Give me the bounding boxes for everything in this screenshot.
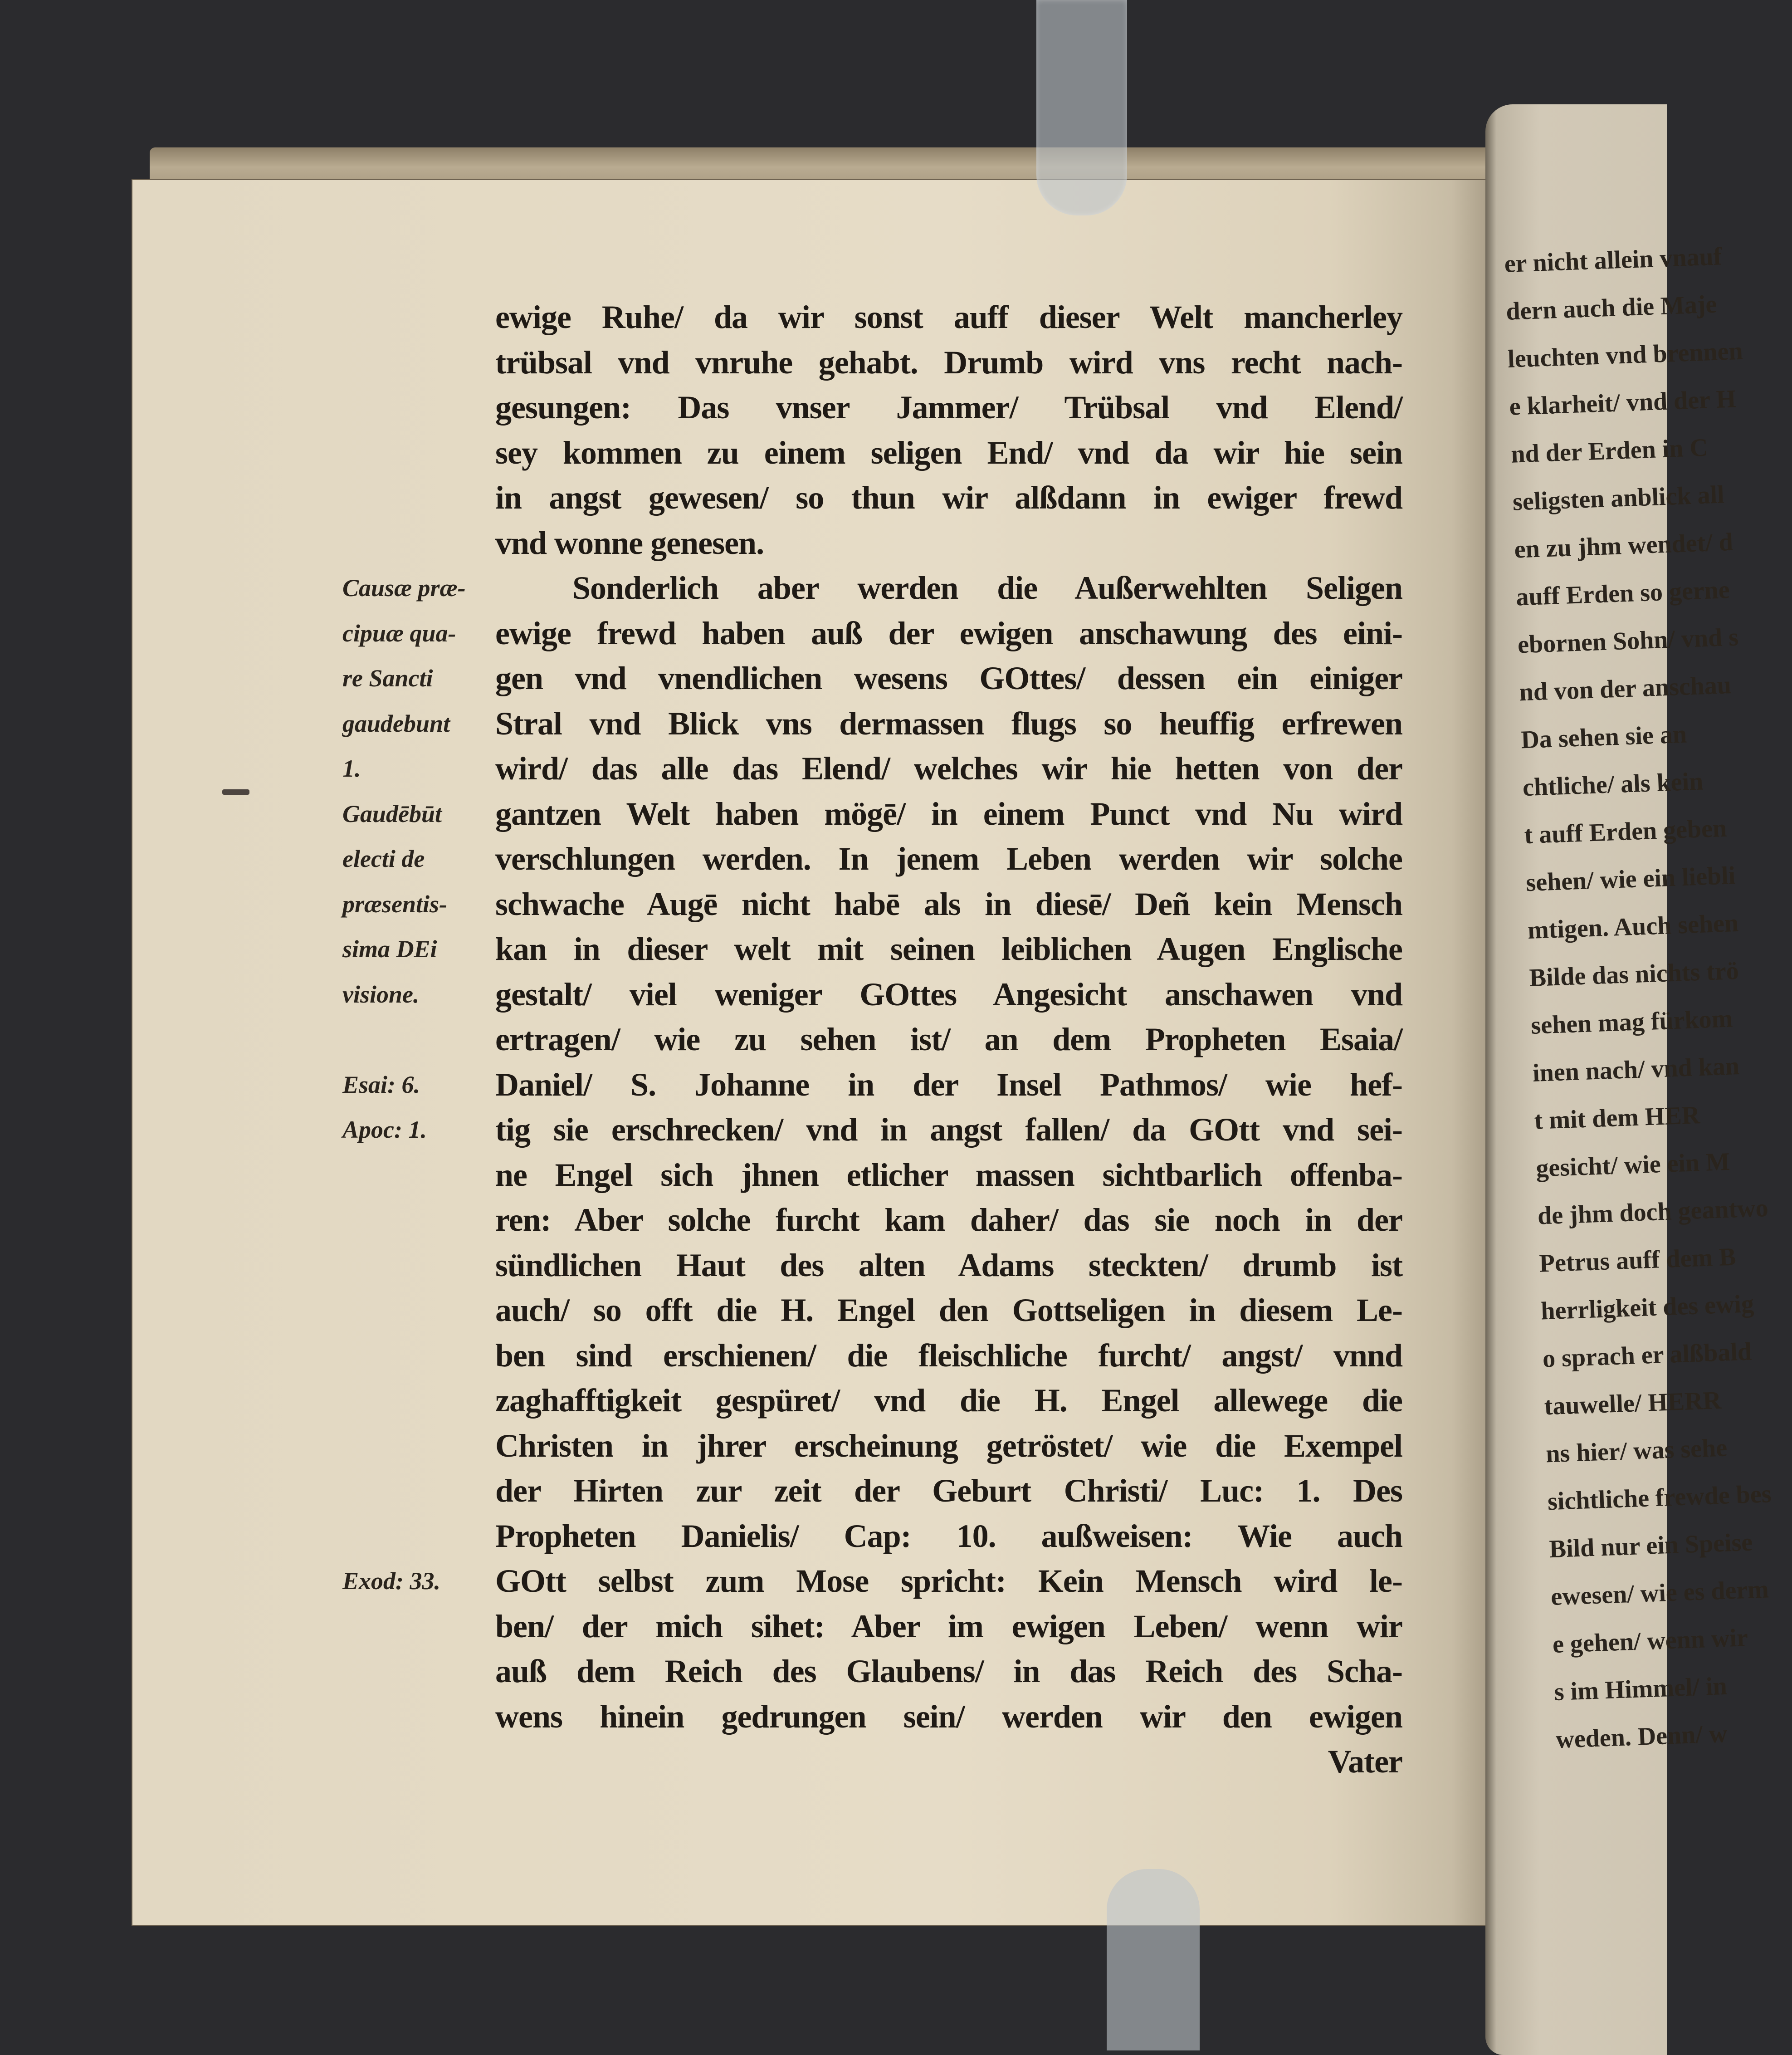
text-line: gantzen Welt haben mögē/ in einem Punct vnd Nu wird	[495, 795, 1402, 832]
right-page-text	[1504, 235, 1772, 1764]
right-page-line: leuchten vnd brennen	[1507, 337, 1743, 373]
margin-note: præsentis-	[342, 890, 448, 918]
text-line: ben sind erschienen/ die fleischliche furcht/ angst/ vnnd	[495, 1337, 1402, 1374]
right-page-line: sehen mag fürkom	[1530, 1004, 1733, 1040]
text-line: sey kommen zu einem seligen End/ vnd da wir hie sein	[495, 434, 1402, 471]
body-text	[495, 295, 1402, 1785]
text-line: in angst gewesen/ so thun wir alßdann in ewiger frewd	[495, 480, 1402, 516]
margin-note: Gaudēbūt	[342, 800, 442, 827]
right-page-line: nd von der anschau	[1519, 671, 1732, 707]
right-page-line: seligsten anblick all	[1512, 480, 1725, 516]
text-line: ren: Aber solche furcht kam daher/ das sie noch in der	[495, 1202, 1402, 1238]
right-page-line: t auff Erden geben	[1523, 814, 1728, 850]
text-line: kan in dieser welt mit seinen leiblichen Augen Englische	[495, 931, 1402, 967]
text-line: auß dem Reich des Glaubens/ in das Reich des Scha-	[495, 1653, 1402, 1689]
text-line: GOtt selbst zum Mose spricht: Kein Mensch wird le-	[495, 1563, 1402, 1599]
right-page-line: ns hier/ was sehe	[1545, 1434, 1728, 1468]
text-line: ne Engel sich jhnen etlicher massen sichtbarlich offenba-	[495, 1156, 1402, 1193]
text-line: ewige frewd haben auß der ewigen anschawung des eini-	[495, 615, 1402, 651]
right-page-line: s im Himmel/ in	[1553, 1672, 1728, 1707]
book-clip-bottom	[1107, 1869, 1200, 2050]
margin-note: sima DEi	[342, 935, 437, 963]
right-page-line: herrligkeit des ewig	[1540, 1290, 1754, 1326]
right-page-line: gesicht/ wie ein M	[1535, 1147, 1730, 1183]
margin-note: 1.	[342, 755, 361, 782]
text-line: ben/ der mich sihet: Aber im ewigen Leben/ wenn wir	[495, 1608, 1402, 1644]
text-line: gestalt/ viel weniger GOttes Angesicht anschawen vnd	[495, 976, 1402, 1013]
text-line: Vater	[1328, 1743, 1402, 1780]
right-page-line: ebornen Sohn/ vnd s	[1517, 623, 1739, 659]
right-page-line: chtliche/ als kein	[1522, 767, 1704, 802]
text-line: der Hirten zur zeit der Geburt Christi/ Luc: 1. Des	[495, 1473, 1402, 1509]
margin-note: Causæ præ-	[342, 574, 466, 602]
right-page-line: nd der Erden in C	[1510, 433, 1709, 469]
right-page-line: inen nach/ vnd kan	[1532, 1052, 1740, 1087]
text-line: ertragen/ wie zu sehen ist/ an dem Propheten Esaia/	[495, 1021, 1402, 1057]
text-line: tig sie erschrecken/ vnd in angst fallen/ da GOtt vnd sei-	[495, 1111, 1402, 1148]
text-line: wens hinein gedrungen sein/ werden wir den ewigen	[495, 1698, 1402, 1735]
text-line: Christen in jhrer erscheinung getröstet/ wie die Exempel	[495, 1427, 1402, 1464]
text-line: sündlichen Haut des alten Adams steckten/ drumb ist	[495, 1247, 1402, 1283]
text-line: verschlungen werden. In jenem Leben werden wir solche	[495, 841, 1402, 877]
right-page-line: dern auch die Maje	[1505, 290, 1718, 326]
margin-note: visione.	[342, 980, 420, 1008]
text-line: Propheten Danielis/ Cap: 10. außweisen: Wie auch	[495, 1517, 1402, 1554]
text-line: wird/ das alle das Elend/ welches wir hie hetten von der	[495, 750, 1402, 787]
right-page-line: de jhm doch geantwo	[1537, 1194, 1769, 1230]
ink-smudge	[222, 789, 249, 795]
text-line: auch/ so offt die H. Engel den Gottseligen in diesem Le-	[495, 1292, 1402, 1328]
margin-note: Esai: 6.	[342, 1071, 420, 1098]
margin-note: Exod: 33.	[342, 1567, 440, 1595]
text-line: trübsal vnd vnruhe gehabt. Drumb wird vns recht nach-	[495, 344, 1402, 381]
right-page-line: Da sehen sie an	[1520, 720, 1687, 754]
margin-note: gaudebunt	[342, 709, 450, 737]
right-page-line: Bild nur ein Speise	[1548, 1528, 1753, 1564]
right-page-line: tauwelle/ HERR	[1543, 1386, 1722, 1421]
margin-note: electi de	[342, 845, 425, 872]
margin-note: cipuæ qua-	[342, 619, 456, 647]
right-page-line: er nicht allein vnauf	[1504, 242, 1723, 278]
text-line: Sonderlich aber werden die Außerwehlten Seligen	[572, 570, 1402, 606]
right-page-line: e klarheit/ vnd der H	[1509, 385, 1737, 421]
text-line: vnd wonne genesen.	[495, 524, 764, 561]
text-line: gesungen: Das vnser Jammer/ Trübsal vnd Elend/	[495, 389, 1402, 426]
right-page-line: mtigen. Auch sehen	[1527, 909, 1739, 945]
right-page-line: sehen/ wie ein liebli	[1525, 861, 1736, 897]
right-page-line: Bilde das nichts trö	[1528, 956, 1739, 992]
margin-note: re Sancti	[342, 665, 433, 692]
margin-note: Apoc: 1.	[342, 1116, 427, 1143]
right-page-line: en zu jhm wendet/ d	[1514, 528, 1733, 564]
right-page-line: o sprach er alßbald	[1542, 1337, 1752, 1373]
right-page-line: weden. Denn/ w	[1555, 1719, 1728, 1754]
text-line: Stral vnd Blick vns dermassen flugs so heuffig erfrewen	[495, 705, 1402, 742]
book-clip-top	[1036, 0, 1127, 215]
text-line: schwache Augē nicht habē als in diesē/ Deñ kein Mensch	[495, 886, 1402, 922]
text-line: gen vnd vnendlichen wesens GOttes/ dessen ein einiger	[495, 660, 1402, 696]
right-page-line: Petrus auff dem B	[1538, 1243, 1737, 1278]
text-line: zaghafftigkeit gespüret/ vnd die H. Engel allewege die	[495, 1382, 1402, 1419]
text-line: ewige Ruhe/ da wir sonst auff dieser Welt mancherley	[495, 299, 1402, 335]
right-page-line: ewesen/ wie es derm	[1550, 1575, 1769, 1611]
right-page-line: t mit dem HER	[1533, 1101, 1701, 1135]
right-page-line: sichtliche frewde bes	[1547, 1480, 1772, 1516]
right-page-line: auff Erden so gerne	[1515, 576, 1730, 612]
text-line: Daniel/ S. Johanne in der Insel Pathmos/ wie hef-	[495, 1066, 1402, 1103]
right-page	[1485, 104, 1772, 2055]
right-page-line: e gehen/ wenn wir	[1552, 1624, 1748, 1659]
